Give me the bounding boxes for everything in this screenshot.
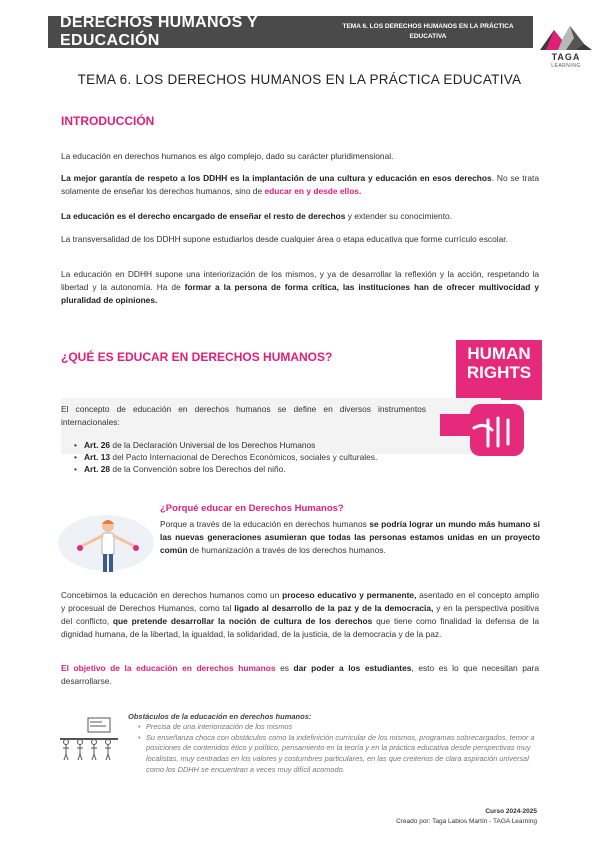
articles-list	[74, 440, 494, 475]
intro-heading: INTRODUCCIÓN	[61, 114, 155, 128]
obstacles-title: Obstáculos de la educación en derechos humanos:	[128, 712, 312, 721]
badge-line2: RIGHTS	[466, 362, 532, 382]
article-text: de la Convención sobre los Derechos del niño.	[110, 463, 286, 474]
article-number: Art. 13	[84, 451, 111, 462]
why-text-1: Porque a través de la educación en derechos humanos	[160, 519, 370, 529]
objective-paragraph	[61, 662, 539, 688]
header-subtitle	[328, 22, 528, 42]
header-bar	[48, 16, 533, 48]
intro-p2-text: . No se trata solamente de enseñar los derechos humanos, sino de	[61, 173, 539, 197]
concept-text-3: y en la perspectiva positiva del conflicto,	[61, 603, 539, 627]
page-title: TEMA 6. LOS DERECHOS HUMANOS EN LA PRÁCTICA EDUCATIVA	[77, 72, 522, 87]
intro-paragraph-1: La educación en derechos humanos es algo complejo, dado su carácter pluridimensional.	[61, 151, 394, 161]
footer-course: Curso 2024-2025	[485, 808, 537, 815]
intro-p3-bold: La educación es el derecho encargado de enseñar el resto de derechos	[61, 211, 346, 221]
intro-paragraph-2	[61, 172, 539, 198]
concept-bold-1: proceso educativo y permanente,	[282, 590, 417, 600]
concept-text-4: que tiene como finalidad la defensa de la dignidad humana, de la libertad, la igualdad, la solidaridad, de la justicia, de la democracia y de la paz.	[61, 616, 539, 640]
article-number: Art. 26	[84, 440, 111, 450]
header-title: DERECHOS HUMANOS Y EDUCACIÓN	[60, 14, 258, 49]
article-text: de la Declaración Universal de los Derechos Humanos	[110, 440, 316, 450]
why-paragraph	[160, 518, 540, 557]
human-rights-badge	[456, 340, 542, 400]
header-subtitle-line1: TEMA 6. LOS DERECHOS HUMANOS EN LA PRÁCTICA	[342, 23, 514, 31]
article-number: Art. 28	[84, 463, 111, 474]
concept-text-2: asentado en el concepto amplio y procesual de Derechos Humanos, como tal	[61, 590, 539, 614]
intro-p5-text: La educación en DDHH supone una interiorización de los mismos, y ya de desarrollar la reflexión y la acción, respetando la libertad y la autonomía. Ha de	[61, 269, 539, 293]
objective-text-2: , esto es lo que necesitan para desarrollarse.	[61, 663, 540, 687]
objective-bold: dar poder a los estudiantes	[293, 663, 412, 673]
mountain-logo-icon	[536, 20, 596, 54]
section2-intro: El concepto de educación en derechos humanos se define en diversos instrumentos internacionales:	[61, 404, 426, 428]
footer-credit: Creado por: Taga Labios Martín - TAGA Learning	[396, 818, 537, 825]
section2-heading: ¿QUÉ ES EDUCAR EN DERECHOS HUMANOS?	[61, 350, 333, 364]
intro-p2-pink: educar en y desde ellos.	[264, 186, 362, 197]
why-heading: ¿Porqué educar en Derechos Humanos?	[160, 503, 344, 514]
logo-subtext: LEARNING	[551, 63, 581, 69]
list-item: • Precisa de una interiorización de los mismos	[138, 722, 538, 733]
objective-text-1: es	[275, 663, 294, 673]
list-item	[74, 452, 494, 464]
list-item	[74, 440, 494, 452]
intro-paragraph-4: La transversalidad de los DDHH supone estudiarlos desde cualquier área o etapa educativa que forme currículo escolar.	[61, 234, 508, 244]
intro-p3-text: y extender su conocimiento.	[345, 211, 453, 221]
intro-paragraph-3	[61, 210, 539, 223]
concept-bold-3: que pretende desarrollar la noción de cultura de los derechos	[112, 616, 373, 627]
header-subtitle-line2: EDUCATIVA	[409, 33, 447, 40]
intro-paragraph-5	[61, 268, 539, 307]
classroom-icon	[58, 714, 120, 762]
list-item	[74, 464, 494, 476]
taga-logo	[536, 20, 596, 70]
concept-text-1: Concebimos la educación en derechos humanos como un	[61, 590, 283, 600]
logo-text: TAGA	[551, 52, 581, 62]
obstacles-list	[138, 722, 538, 776]
list-item: • Su enseñanza choca con obstáculos como la indefinición curricular de los mismos, programas sobrecargados, temor a posiciones de contenidos ético y político, pensamiento en la teoría y en la práctica educativa desde perspectivas muy localistas, muy centradas en los valores y costumbres particulares, en las que creiterios de clara aspiración universal como los DDHH se encuentran a veces muy difícil acomodo.	[138, 733, 538, 776]
objective-pink: El objetivo de la educación en derechos humanos	[61, 663, 276, 673]
concept-paragraph	[61, 589, 539, 641]
concept-bold-2: ligado al desarrollo de la paz y de la democracia,	[234, 603, 434, 614]
intro-p2-bold: La mejor garantía de respeto a los DDHH es la implantación de una cultura y educación en esos derechos	[61, 173, 492, 183]
intro-p5-bold: formar a la persona de forma crítica, las instituciones han de ofrecer multivocidad y pluralidad de opiniones.	[61, 282, 539, 306]
why-text-2: de humanización a través de los derechos humanos.	[187, 545, 386, 556]
person-illustration-icon	[68, 516, 148, 576]
article-text: del Pacto Internacional de Derechos Económicos, sociales y culturales.	[110, 451, 378, 462]
badge-line1: HUMAN	[467, 344, 531, 363]
why-bold: se podría lograr un mundo más humano si las nuevas generaciones asumieran que todas las personas estamos unidas en un proyecto común	[160, 519, 540, 556]
